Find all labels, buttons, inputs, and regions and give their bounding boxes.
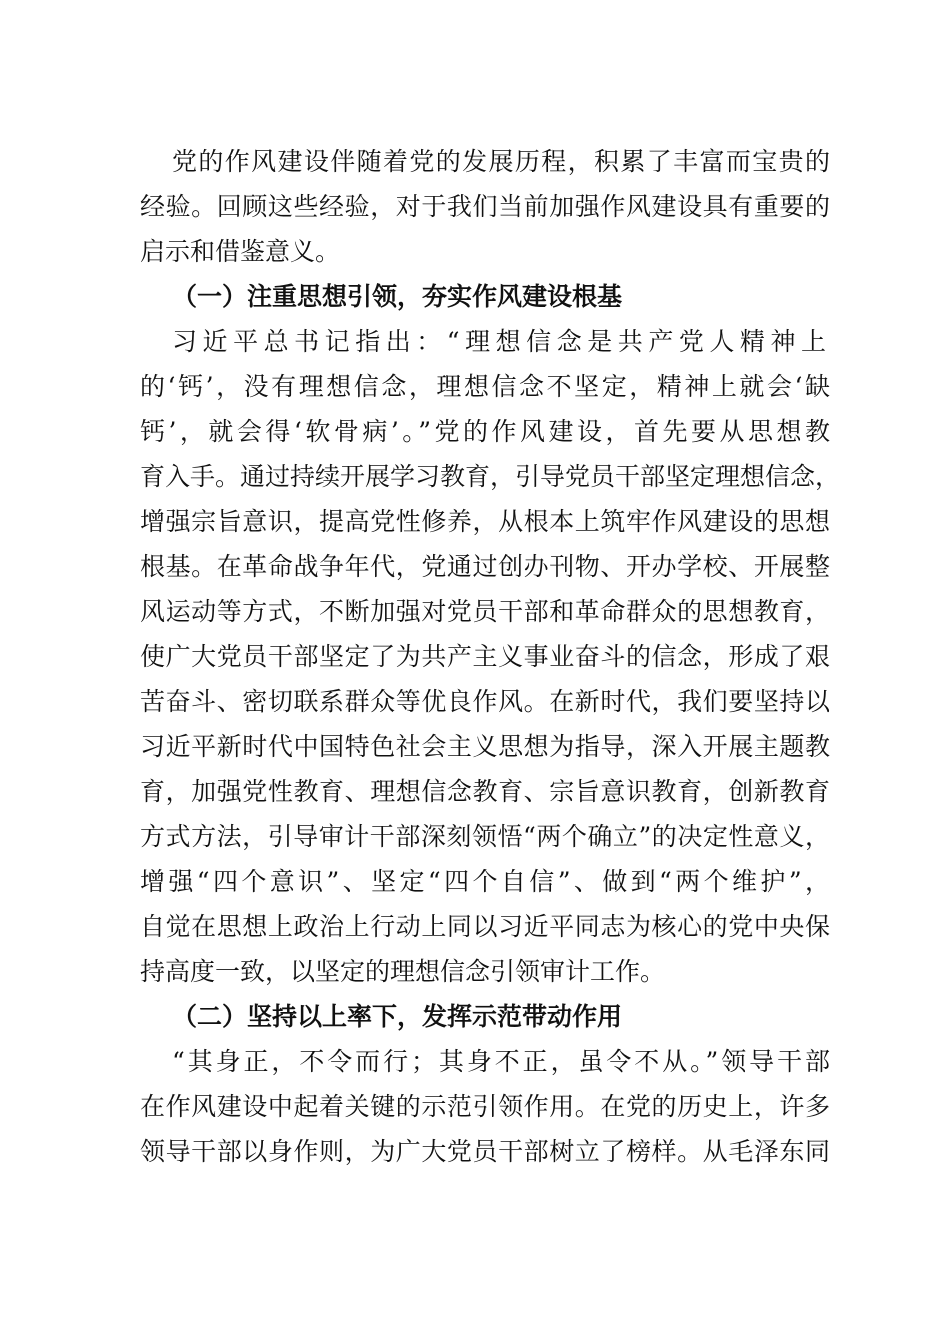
para2-line-1: 习近平总书记指出：“理想信念是共产党人精神上 (172, 327, 830, 356)
para3-line-1: “其身正，不令而行；其身不正，虽令不从。”领导干部 (172, 1047, 830, 1076)
para2-line-9: 苦奋斗、密切联系群众等优良作风。在新时代，我们要坚持以 (140, 687, 830, 716)
section-heading-2: （二）坚持以上率下，发挥示范带动作用 (172, 1002, 623, 1031)
para2-line-14: 自觉在思想上政治上行动上同以习近平同志为核心的党中央保 (140, 912, 830, 941)
para2-line-12: 方式方法，引导审计干部深刻领悟“两个确立”的决定性意义， (140, 822, 830, 851)
para3-line-3: 领导干部以身作则，为广大党员干部树立了榜样。从毛泽东同 (140, 1137, 830, 1166)
para2-line-4: 育入手。通过持续开展学习教育，引导党员干部坚定理想信念， (140, 462, 841, 491)
para2-line-15: 持高度一致，以坚定的理想信念引领审计工作。 (140, 957, 666, 986)
para1-line-3: 启示和借鉴意义。 (140, 237, 341, 266)
para2-line-2: 的‘钙’，没有理想信念，理想信念不坚定，精神上就会‘缺 (140, 372, 830, 401)
para1-line-2: 经验。回顾这些经验，对于我们当前加强作风建设具有重要的 (140, 192, 830, 221)
para3-line-2: 在作风建设中起着关键的示范引领作用。在党的历史上，许多 (140, 1092, 830, 1121)
para2-line-5: 增强宗旨意识，提高党性修养，从根本上筑牢作风建设的思想 (140, 507, 830, 536)
para2-line-3: 钙’，就会得‘软骨病’。”党的作风建设，首先要从思想教 (140, 417, 830, 446)
para2-line-8: 使广大党员干部坚定了为共产主义事业奋斗的信念，形成了艰 (140, 642, 830, 671)
section-heading-1: （一）注重思想引领，夯实作风建设根基 (172, 282, 623, 311)
para2-line-13: 增强“四个意识”、坚定“四个自信”、做到“两个维护”， (140, 867, 830, 896)
para2-line-7: 风运动等方式，不断加强对党员干部和革命群众的思想教育， (140, 597, 830, 626)
para2-line-11: 育，加强党性教育、理想信念教育、宗旨意识教育，创新教育 (140, 777, 830, 806)
para2-line-6: 根基。在革命战争年代，党通过创办刊物、开办学校、开展整 (140, 552, 830, 581)
para2-line-10: 习近平新时代中国特色社会主义思想为指导，深入开展主题教 (140, 732, 830, 761)
para1-line-1: 党的作风建设伴随着党的发展历程，积累了丰富而宝贵的 (172, 147, 830, 176)
